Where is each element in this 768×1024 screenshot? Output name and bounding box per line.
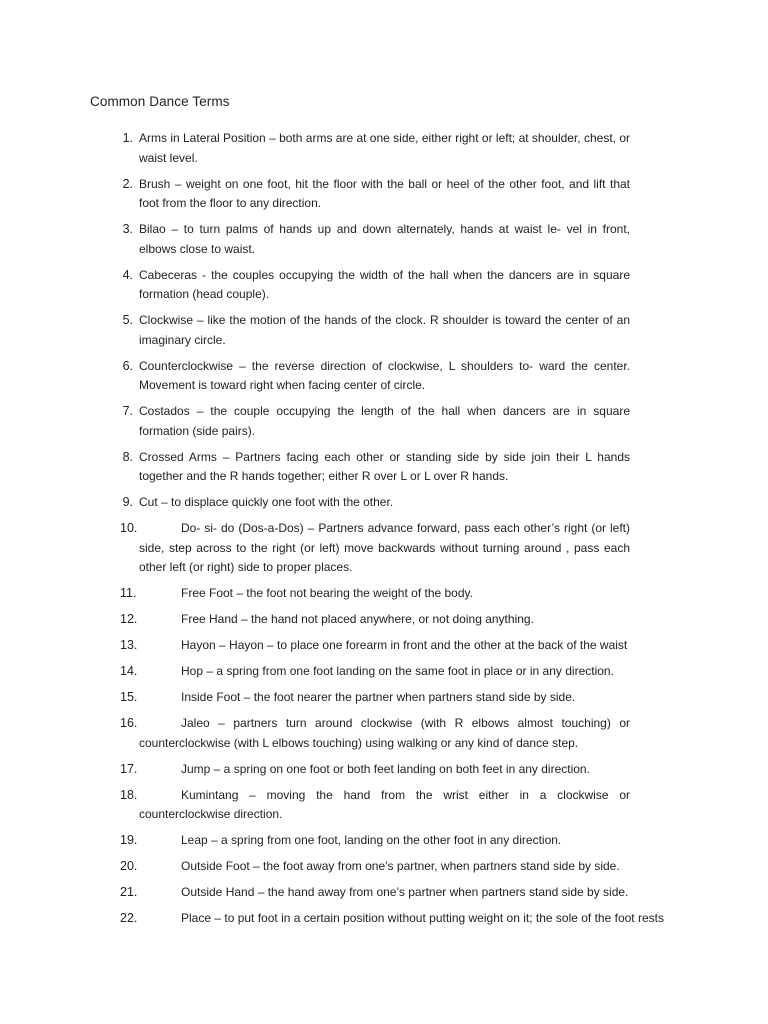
list-item [0,883,768,903]
list-item [0,266,768,305]
item-number: 17. [120,761,138,776]
list-item [0,610,768,630]
list-item [0,402,768,441]
item-text: Brush – weight on one foot, hit the floor with the ball or heel of the other foot, and lift that foot from the floor to any direction. [139,176,630,210]
item-text: Hayon – Hayon – to place one forearm in front and the other at the back of the waist [181,638,628,652]
item-text: Bilao – to turn palms of hands up and down alternately, hands at waist le- vel in front, elbows close to waist. [139,222,630,256]
item-number: 10. [120,521,138,535]
item-text: Outside Foot – the foot away from one’s partner, when partners stand side by side. [181,859,620,873]
item-number: 20. [120,859,138,873]
item-text: Counterclockwise – the reverse direction of clockwise, L shoulders to- ward the center. Movement is toward right when facing center of circle. [139,358,630,392]
item-text: Cabeceras - the couples occupying the width of the hall when the dancers are in square formation (head couple). [139,267,630,301]
item-text: Free Foot – the foot not bearing the weight of the body. [181,586,473,600]
item-text: Kumintang – moving the hand from the wrist either in a clockwise or counterclockwise direction. [139,787,630,821]
item-number: 21. [120,885,138,899]
list-item [0,129,768,168]
item-text: Cut – to displace quickly one foot with the other. [139,495,394,509]
list-item [0,909,768,929]
item-text: Hop – a spring from one foot landing on the same foot in place or in any direction. [181,664,614,678]
list-item [0,688,768,708]
list-item [0,493,768,513]
item-number: 1. [122,131,133,145]
terms-list [0,129,768,935]
item-number: 18. [120,787,138,802]
item-text: Outside Hand – the hand away from one’s partner when partners stand side by side. [181,885,629,899]
item-number: 7. [122,404,133,418]
item-number: 5. [122,313,133,327]
item-text: Do- si- do (Dos-a-Dos) – Partners advance forward, pass each other’s right (or left) side, step across to the right (or left) move backwards without turning around , pass each other left (or right) side to proper places. [139,521,630,574]
item-number: 4. [122,267,133,282]
list-item [0,220,768,259]
item-text: Arms in Lateral Position – both arms are at one side, either right or left; at shoulder, chest, or waist level. [139,131,630,165]
item-number: 14. [120,664,138,678]
list-item [0,714,768,753]
item-text: Clockwise – like the motion of the hands of the clock. R shoulder is toward the center of an imaginary circle. [139,313,630,347]
item-number: 11. [120,586,137,600]
list-item [0,636,768,656]
item-text: Leap – a spring from one foot, landing on the other foot in any direction. [181,833,562,847]
item-number: 6. [122,358,133,373]
item-number: 3. [122,222,133,236]
item-number: 8. [122,449,133,464]
item-text: Place – to put foot in a certain position without putting weight on it; the sole of the foot rests [181,911,664,925]
list-item [0,311,768,350]
list-item [0,831,768,851]
list-item [0,175,768,214]
item-number: 9. [122,495,133,509]
list-item [0,760,768,780]
list-item [0,519,768,578]
item-number: 13. [120,638,138,652]
item-number: 19. [120,833,138,847]
list-item [0,857,768,877]
list-item [0,448,768,487]
item-text: Crossed Arms – Partners facing each other or standing side by side join their L hands together and the R hands together; either R over L or L over R hands. [139,449,630,483]
item-number: 2. [122,176,133,191]
list-item [0,662,768,682]
item-text: Inside Foot – the foot nearer the partner when partners stand side by side. [181,690,576,704]
item-number: 15. [120,690,138,704]
list-item [0,786,768,825]
item-text: Jaleo – partners turn around clockwise (with R elbows almost touching) or counterclockwise (with L elbows touching) using walking or any kind of dance step. [139,716,630,750]
item-text: Jump – a spring on one foot or both feet landing on both feet in any direction. [181,761,590,776]
item-number: 12. [120,612,138,626]
item-text: Free Hand – the hand not placed anywhere, or not doing anything. [181,612,534,626]
item-number: 16. [120,716,138,730]
list-item [0,584,768,604]
list-item [0,357,768,396]
item-text: Costados – the couple occupying the length of the hall when dancers are in square formation (side pairs). [139,404,630,438]
item-number: 22. [120,911,138,925]
document-title: Common Dance Terms [90,94,230,109]
